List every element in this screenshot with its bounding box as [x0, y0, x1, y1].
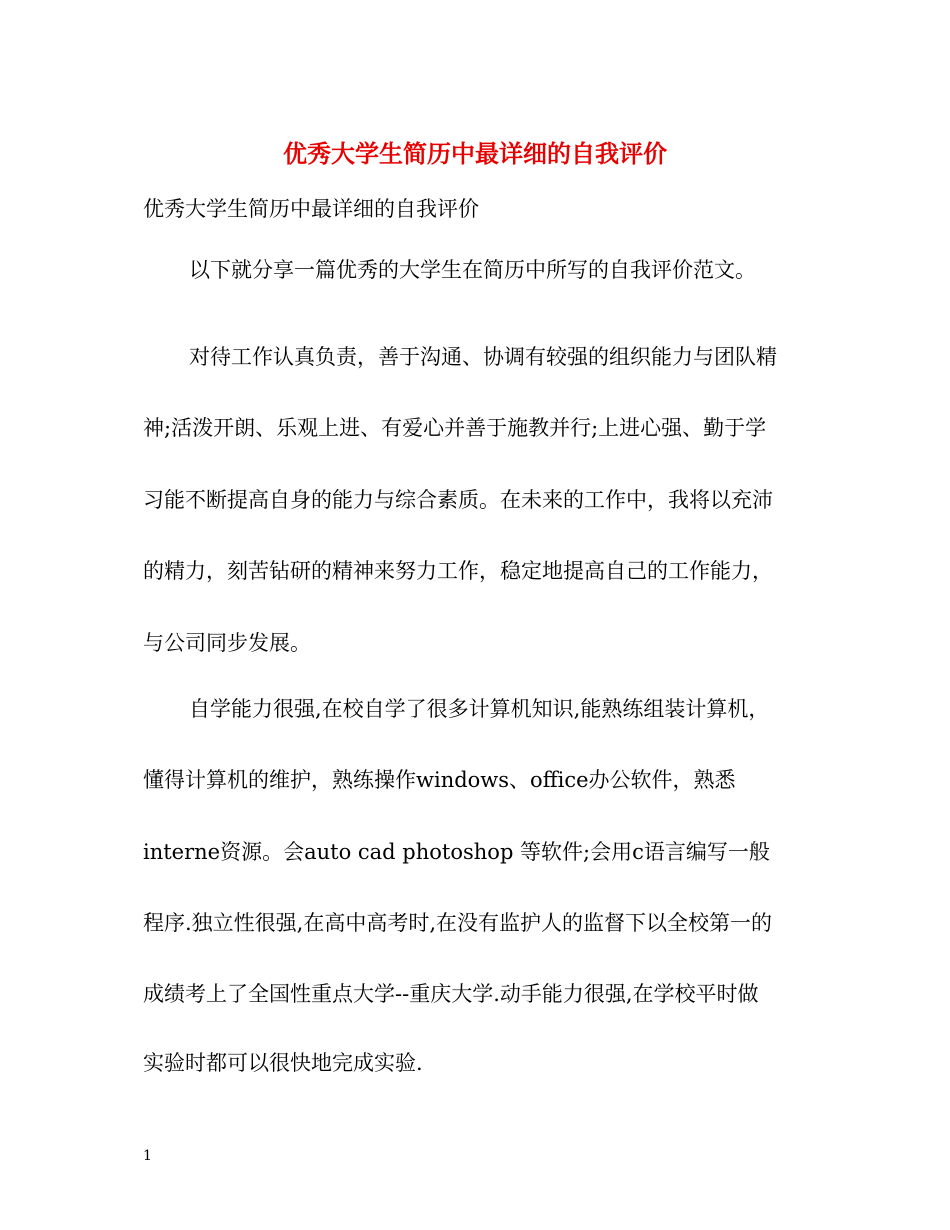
paragraph-line: 懂得计算机的维护，熟练操作windows、office办公软件，熟悉: [143, 768, 736, 792]
paragraph-line: 神;活泼开朗、乐观上进、有爱心并善于施教并行;上进心强、勤于学: [143, 416, 767, 440]
paragraph-line: interne资源。会auto cad photoshop 等软件;会用c语言编写一般: [143, 840, 770, 864]
paragraph-line: 习能不断提高自身的能力与综合素质。在未来的工作中，我将以充沛: [143, 488, 773, 512]
document-title: 优秀大学生简历中最详细的自我评价: [283, 139, 667, 168]
paragraph-line: 实验时都可以很快地完成实验.: [143, 1051, 423, 1075]
paragraph-line: 程序.独立性很强,在高中高考时,在没有监护人的监督下以全校第一的: [143, 911, 773, 935]
paragraph-line: 自学能力很强,在校自学了很多计算机知识,能熟练组装计算机，: [189, 697, 770, 721]
subtitle-line: 优秀大学生简历中最详细的自我评价: [143, 197, 479, 221]
paragraph-line: 与公司同步发展。: [143, 631, 311, 655]
paragraph-line: 成绩考上了全国性重点大学--重庆大学.动手能力很强,在学校平时做: [143, 982, 759, 1006]
page-number: 1: [143, 1148, 152, 1164]
paragraph-intro: 以下就分享一篇优秀的大学生在简历中所写的自我评价范文。: [189, 258, 756, 282]
paragraph-line: 对待工作认真负责，善于沟通、协调有较强的组织能力与团队精: [189, 345, 777, 369]
paragraph-line: 的精力，刻苦钻研的精神来努力工作，稳定地提高自己的工作能力，: [143, 559, 773, 583]
